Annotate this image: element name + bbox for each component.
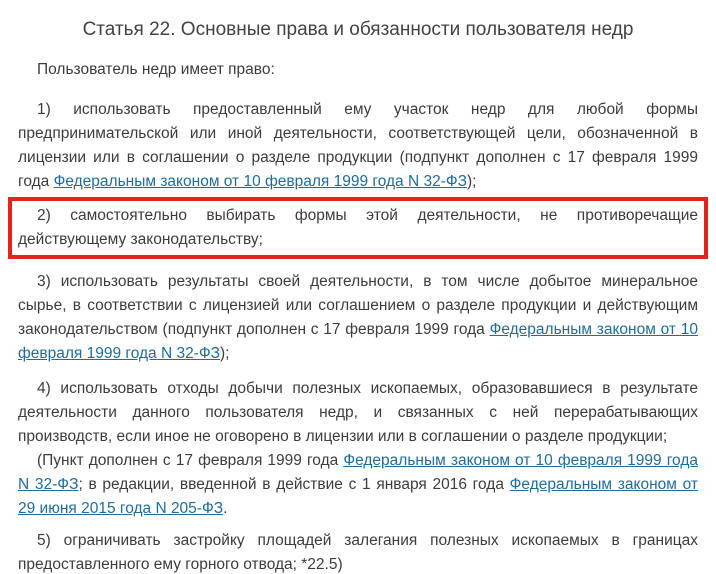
document-page: [0, 17, 716, 574]
red-highlight-box: [8, 197, 708, 259]
federal-law-205fz-link[interactable]: Федеральным законом от 29 июня 2015 года N 205-ФЗ: [18, 476, 698, 517]
item-2-paragraph: 2) самостоятельно выбирать формы этой деятельности, не противоречащие действующему законодательству;: [18, 207, 698, 248]
article-title: Статья 22. Основные права и обязанности пользователя недр: [82, 19, 634, 40]
item-4-paragraph: 4) использовать отходы добычи полезных ископаемых, образовавшиеся в результате деятельности данного пользователя недр, и связанных с ней перерабатывающих производств, если иное не оговорено в лицензии или в соглашении о разделе продукции;: [18, 380, 698, 445]
item-1-text-post: );: [467, 173, 477, 190]
federal-law-32fz-link[interactable]: Федеральным законом от 10 февраля 1999 года N 32-ФЗ: [53, 173, 467, 190]
federal-law-32fz-link[interactable]: Федеральным законом от 10 февраля 1999 года N 32-ФЗ: [18, 321, 699, 362]
intro-paragraph: Пользователь недр имеет право:: [37, 61, 275, 78]
item-3-text-pre: 3) использовать результаты своей деятельности, в том числе добытое минеральное сырье, в соответствии с лицензией или соглашением о разделе продукции и действующим законодательством (подпункт дополнен с 17 февраля 1999 года: [18, 273, 698, 338]
note-text-mid: ; в редакции, введенной в действие с 1 января 2016 года: [78, 476, 510, 493]
note-text-pre: (Пункт дополнен с 17 февраля 1999 года: [37, 452, 344, 469]
item-1-paragraph: [18, 98, 698, 194]
federal-law-32fz-link[interactable]: Федеральным законом от 10 февраля 1999 года N 32-ФЗ: [18, 452, 698, 493]
item-3-text-post: );: [220, 345, 230, 362]
item-4-amendment-note: [18, 449, 698, 521]
item-5-paragraph: 5) ограничивать застройку площадей залегания полезных ископаемых в границах предоставленного ему горного отвода; *22.5): [18, 532, 698, 573]
note-text-post: .: [223, 500, 228, 517]
item-1-text-pre: 1) использовать предоставленный ему участок недр для любой формы предпринимательской или иной деятельности, соответствующей цели, обозначенной в лицензии или в соглашении о разделе продукции (подпункт дополнен с 17 февраля 1999 года: [18, 101, 698, 190]
item-3-paragraph: [18, 270, 698, 366]
